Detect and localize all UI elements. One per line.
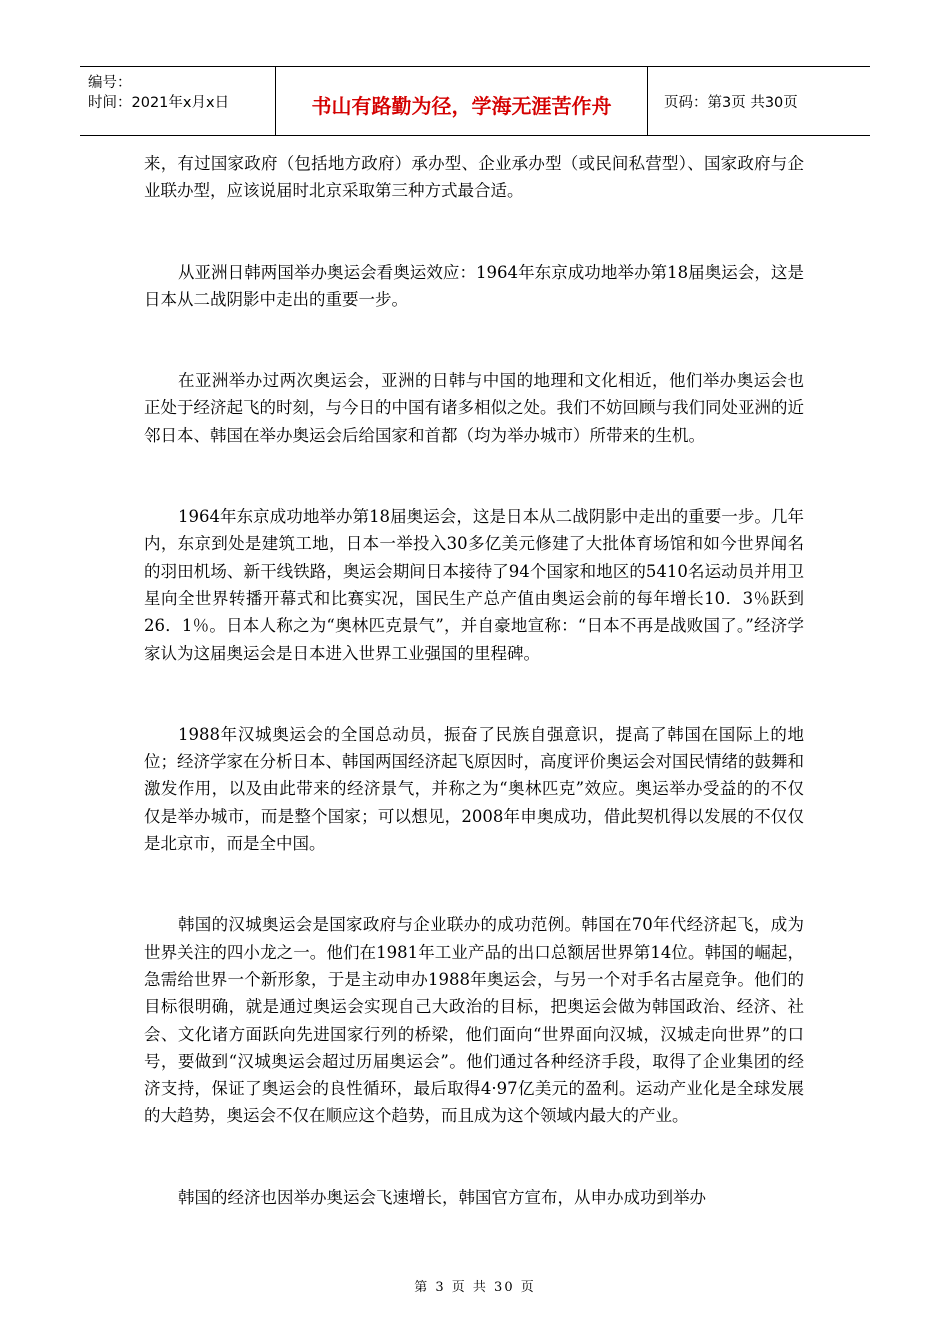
- body-paragraph: 在亚洲举办过两次奥运会，亚洲的日韩与中国的地理和文化相近，他们举办奥运会也正处于经济起飞的时刻，与今日的中国有诸多相似之处。我们不妨回顾与我们同处亚洲的近邻日本、韩国在举办奥运会后给国家和首都（均为举办城市）所带来的生机。: [144, 371, 804, 445]
- body-paragraph: 从亚洲日韩两国举办奥运会看奥运效应：1964年东京成功地举办第18届奥运会，这是日本从二战阴影中走出的重要一步。: [144, 262, 804, 309]
- page-header: [80, 66, 870, 136]
- body-paragraph: 1964年东京成功地举办第18届奥运会，这是日本从二战阴影中走出的重要一步。几年内，东京到处是建筑工地，日本一举投入30多亿美元修建了大批体育场馆和如今世界闻名的羽田机场、新干线铁路，奥运会期间日本接待了94个国家和地区的5410名运动员并用卫星向全世界转播开幕式和比赛实况，国民生产总产值由奥运会前的每年增长10．3％跃到26．1％。日本人称之为“奥林匹克景气”，并自豪地宣称：“日本不再是战败国了。”经济学家认为这届奥运会是日本进入世界工业强国的里程碑。: [144, 507, 804, 663]
- header-motto: 书山有路勤为径，学海无涯苦作舟: [276, 67, 648, 135]
- document-date-label: 时间：2021年x月x日: [88, 95, 230, 111]
- body-paragraph: 韩国的经济也因举办奥运会飞速增长，韩国官方宣布，从申办成功到举办: [178, 1187, 706, 1207]
- page-footer: 第 3 页 共 30 页: [414, 1280, 536, 1295]
- header-meta: [80, 67, 276, 135]
- body-paragraph: 1988年汉城奥运会的全国总动员，振奋了民族自强意识，提高了韩国在国际上的地位；经济学家在分析日本、韩国两国经济起飞原因时，高度评价奥运会对国民情绪的鼓舞和激发作用，以及由此带来的经济景气，并称之为“奥林匹克”效应。奥运举办受益的的不仅仅是举办城市，而是整个国家；可以想见，2008年申奥成功，借此契机得以发展的不仅仅是北京市，而是全中国。: [144, 724, 804, 854]
- body-paragraph: 来，有过国家政府（包括地方政府）承办型、企业承办型（或民间私营型）、国家政府与企业联办型，应该说届时北京采取第三种方式最合适。: [144, 154, 804, 201]
- header-page-info: 页码：第3页 共30页: [664, 94, 798, 111]
- body-paragraph: 韩国的汉城奥运会是国家政府与企业联办的成功范例。韩国在70年代经济起飞，成为世界关注的四小龙之一。他们在1981年工业产品的出口总额居世界第14位。韩国的崛起，急需给世界一个新形象，于是主动申办1988年奥运会，与另一个对手名古屋竞争。他们的目标很明确，就是通过奥运会实现自己大政治的目标，把奥运会做为韩国政治、经济、社会、文化诸方面跃向先进国家行列的桥梁，他们面向“世界面向汉城，汉城走向世界”的口号，要做到“汉城奥运会超过历届奥运会”。他们通过各种经济手段，取得了企业集团的经济支持，保证了奥运会的良性循环，最后取得4·97亿美元的盈利。运动产业化是全球发展的大趋势，奥运会不仅在顺应这个趋势，而且成为这个领域内最大的产业。: [144, 915, 804, 1126]
- document-number-label: 编号：: [88, 75, 132, 91]
- document-body: [144, 150, 804, 1265]
